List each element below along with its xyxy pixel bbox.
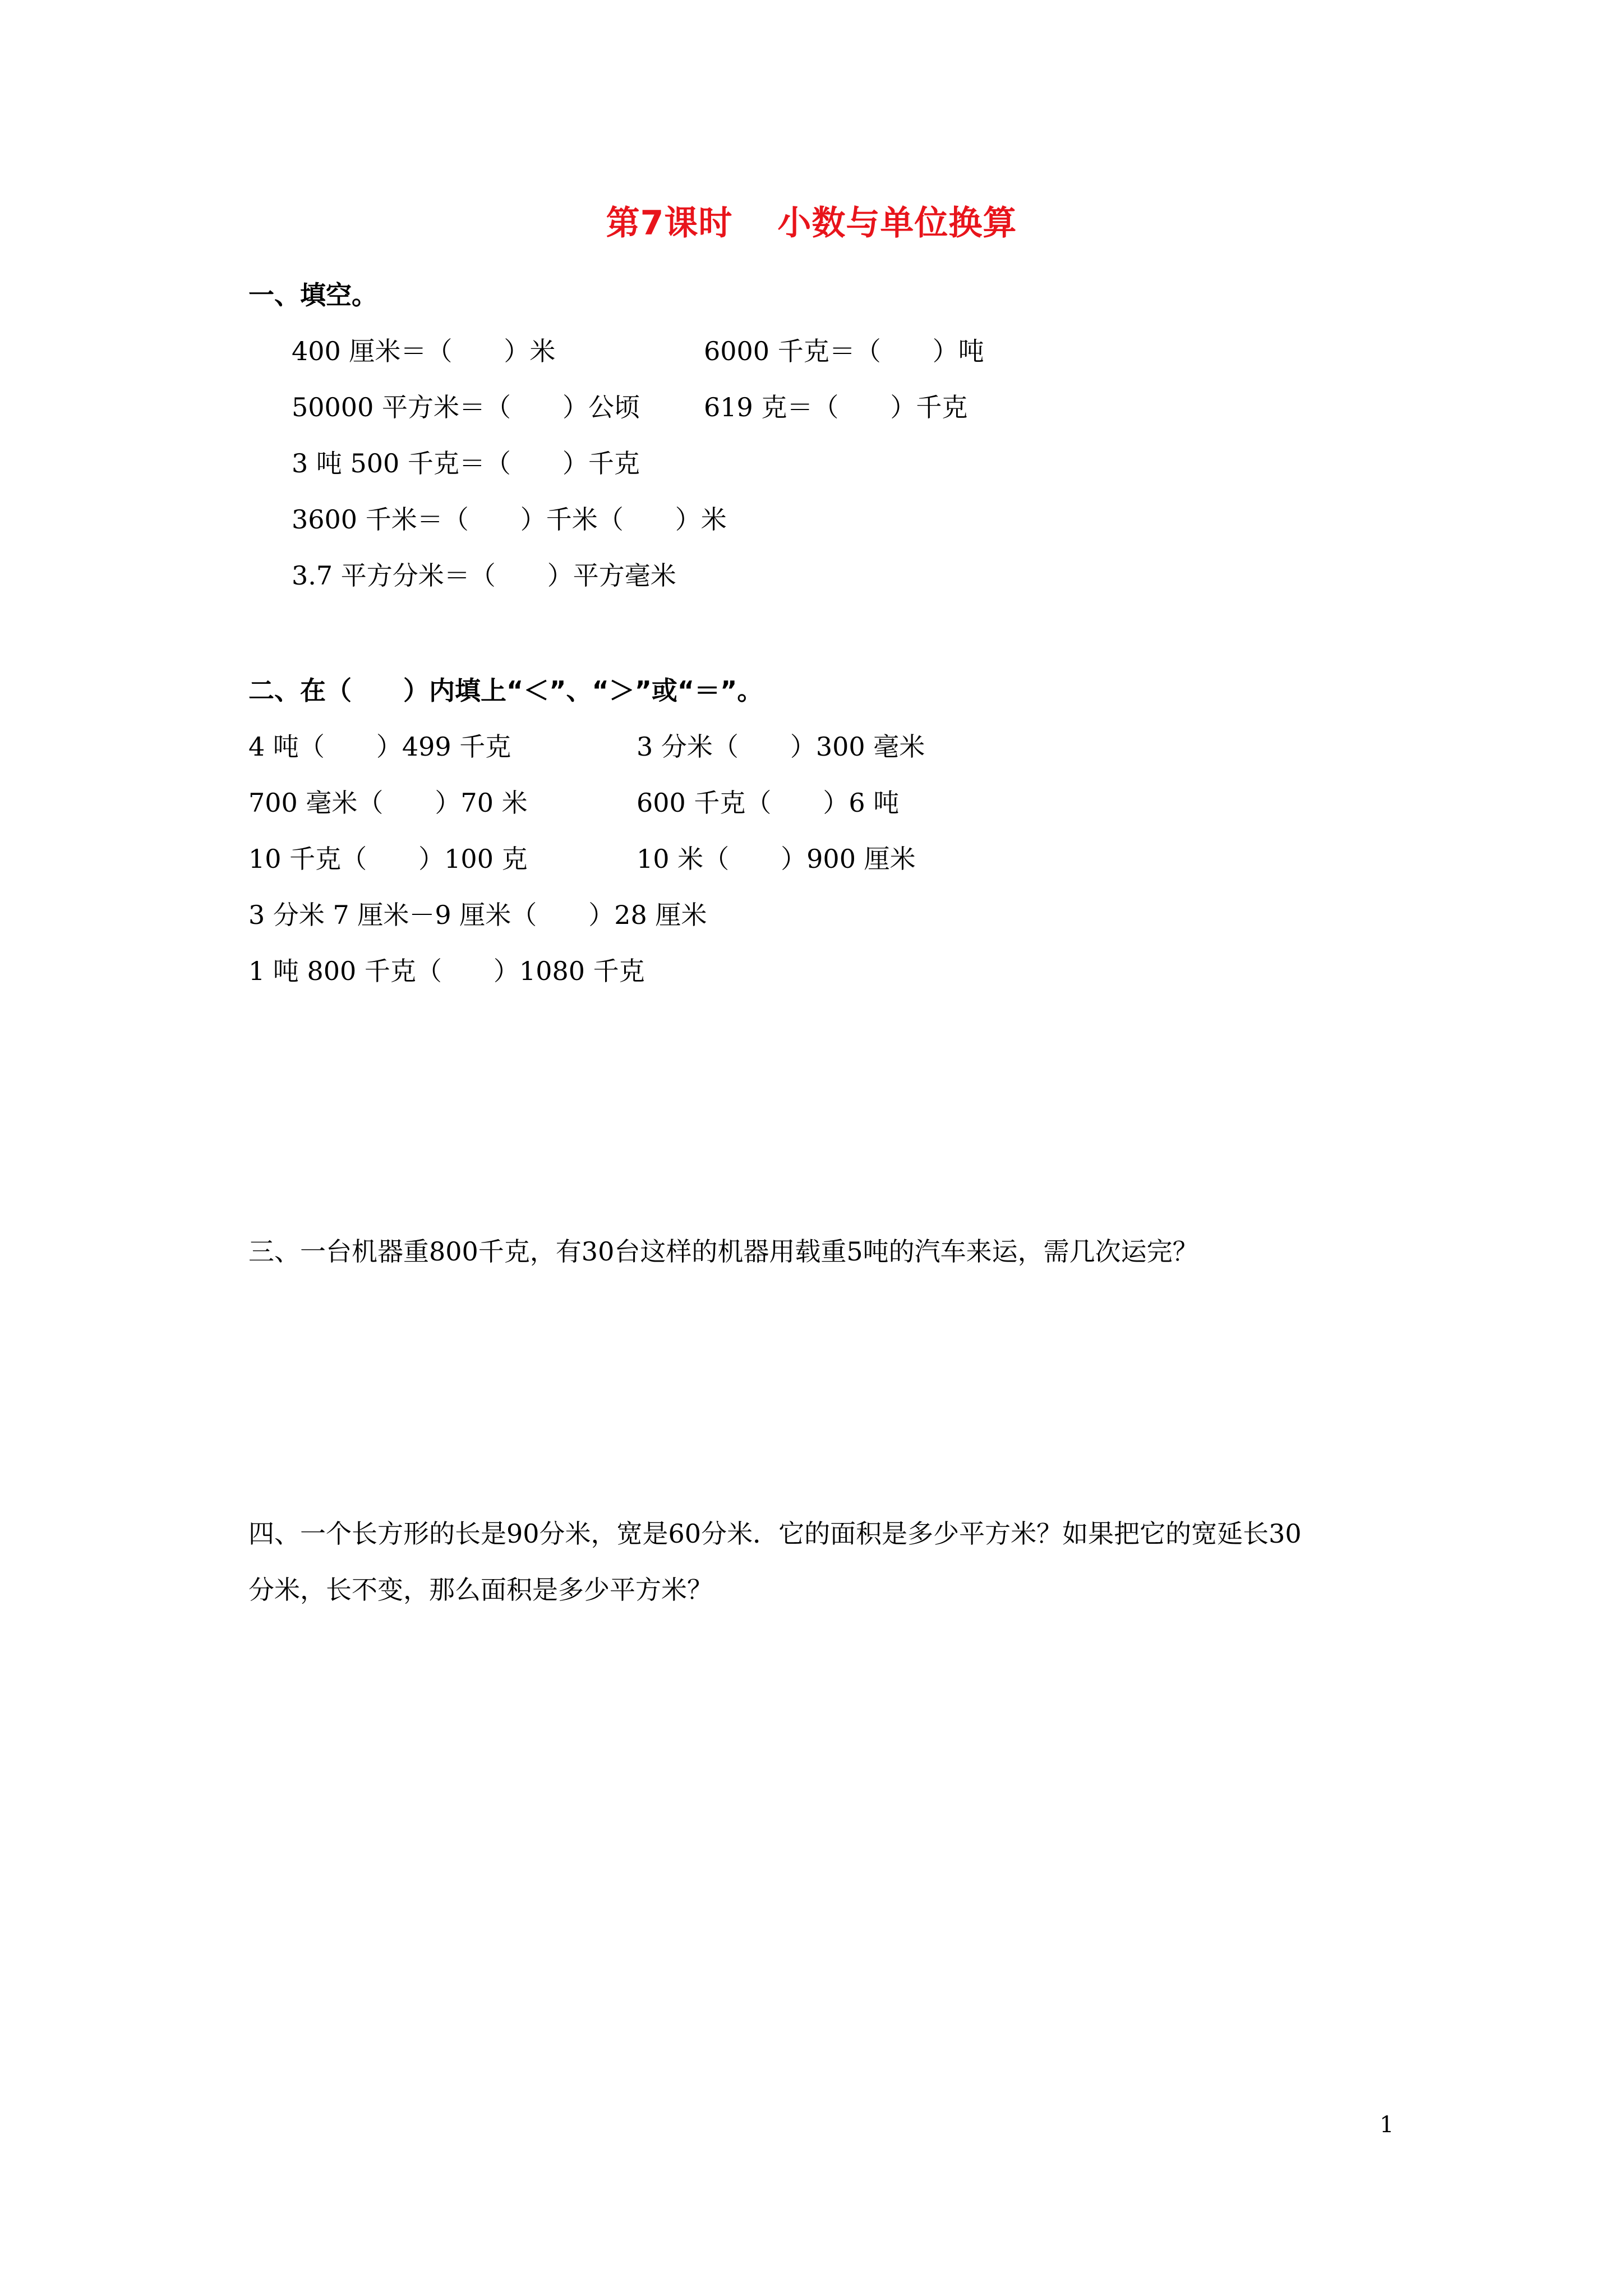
fill-item: 3.7 平方分米＝（ ）平方毫米 [292,560,676,591]
compare-item: 3 分米 7 厘米－9 厘米（ ）28 厘米 [248,900,707,930]
section4-question-line2: 分米，长不变，那么面积是多少平方米？ [248,1575,713,1605]
section2-heading: 二、在（ ）内填上“＜”、“＞”或“＝”。 [248,675,763,706]
fill-item: 3 吨 500 千克＝（ ）千克 [292,448,640,478]
compare-item: 10 米（ ）900 厘米 [637,844,916,874]
compare-item: 600 千克（ ）6 吨 [637,788,900,818]
fill-item: 6000 千克＝（ ）吨 [704,336,984,366]
section4-question-line1: 四、一个长方形的长是90分米，宽是60分米．它的面积是多少平方米？如果把它的宽延长30 [248,1519,1302,1549]
section1-heading: 一、填空。 [248,280,377,310]
lesson-number: 第7课时 [606,204,733,243]
fill-item: 619 克＝（ ）千克 [704,392,968,422]
compare-item: 1 吨 800 千克（ ）1080 千克 [248,956,645,986]
fill-item: 400 厘米＝（ ）米 [292,336,556,366]
compare-item: 3 分米（ ）300 毫米 [637,731,925,762]
compare-item: 4 吨（ ）499 千克 [248,731,511,762]
page-title [0,196,1623,245]
page-number: 1 [1380,2112,1394,2138]
section3-question: 三、一台机器重800千克，有30台这样的机器用载重5吨的汽车来运，需几次运完？ [248,1236,1198,1267]
compare-item: 10 千克（ ）100 克 [248,844,528,874]
lesson-topic: 小数与单位换算 [777,204,1017,243]
compare-item: 700 毫米（ ）70 米 [248,788,528,818]
fill-item: 3600 千米＝（ ）千米（ ）米 [292,504,727,535]
fill-item: 50000 平方米＝（ ）公顷 [292,392,640,422]
